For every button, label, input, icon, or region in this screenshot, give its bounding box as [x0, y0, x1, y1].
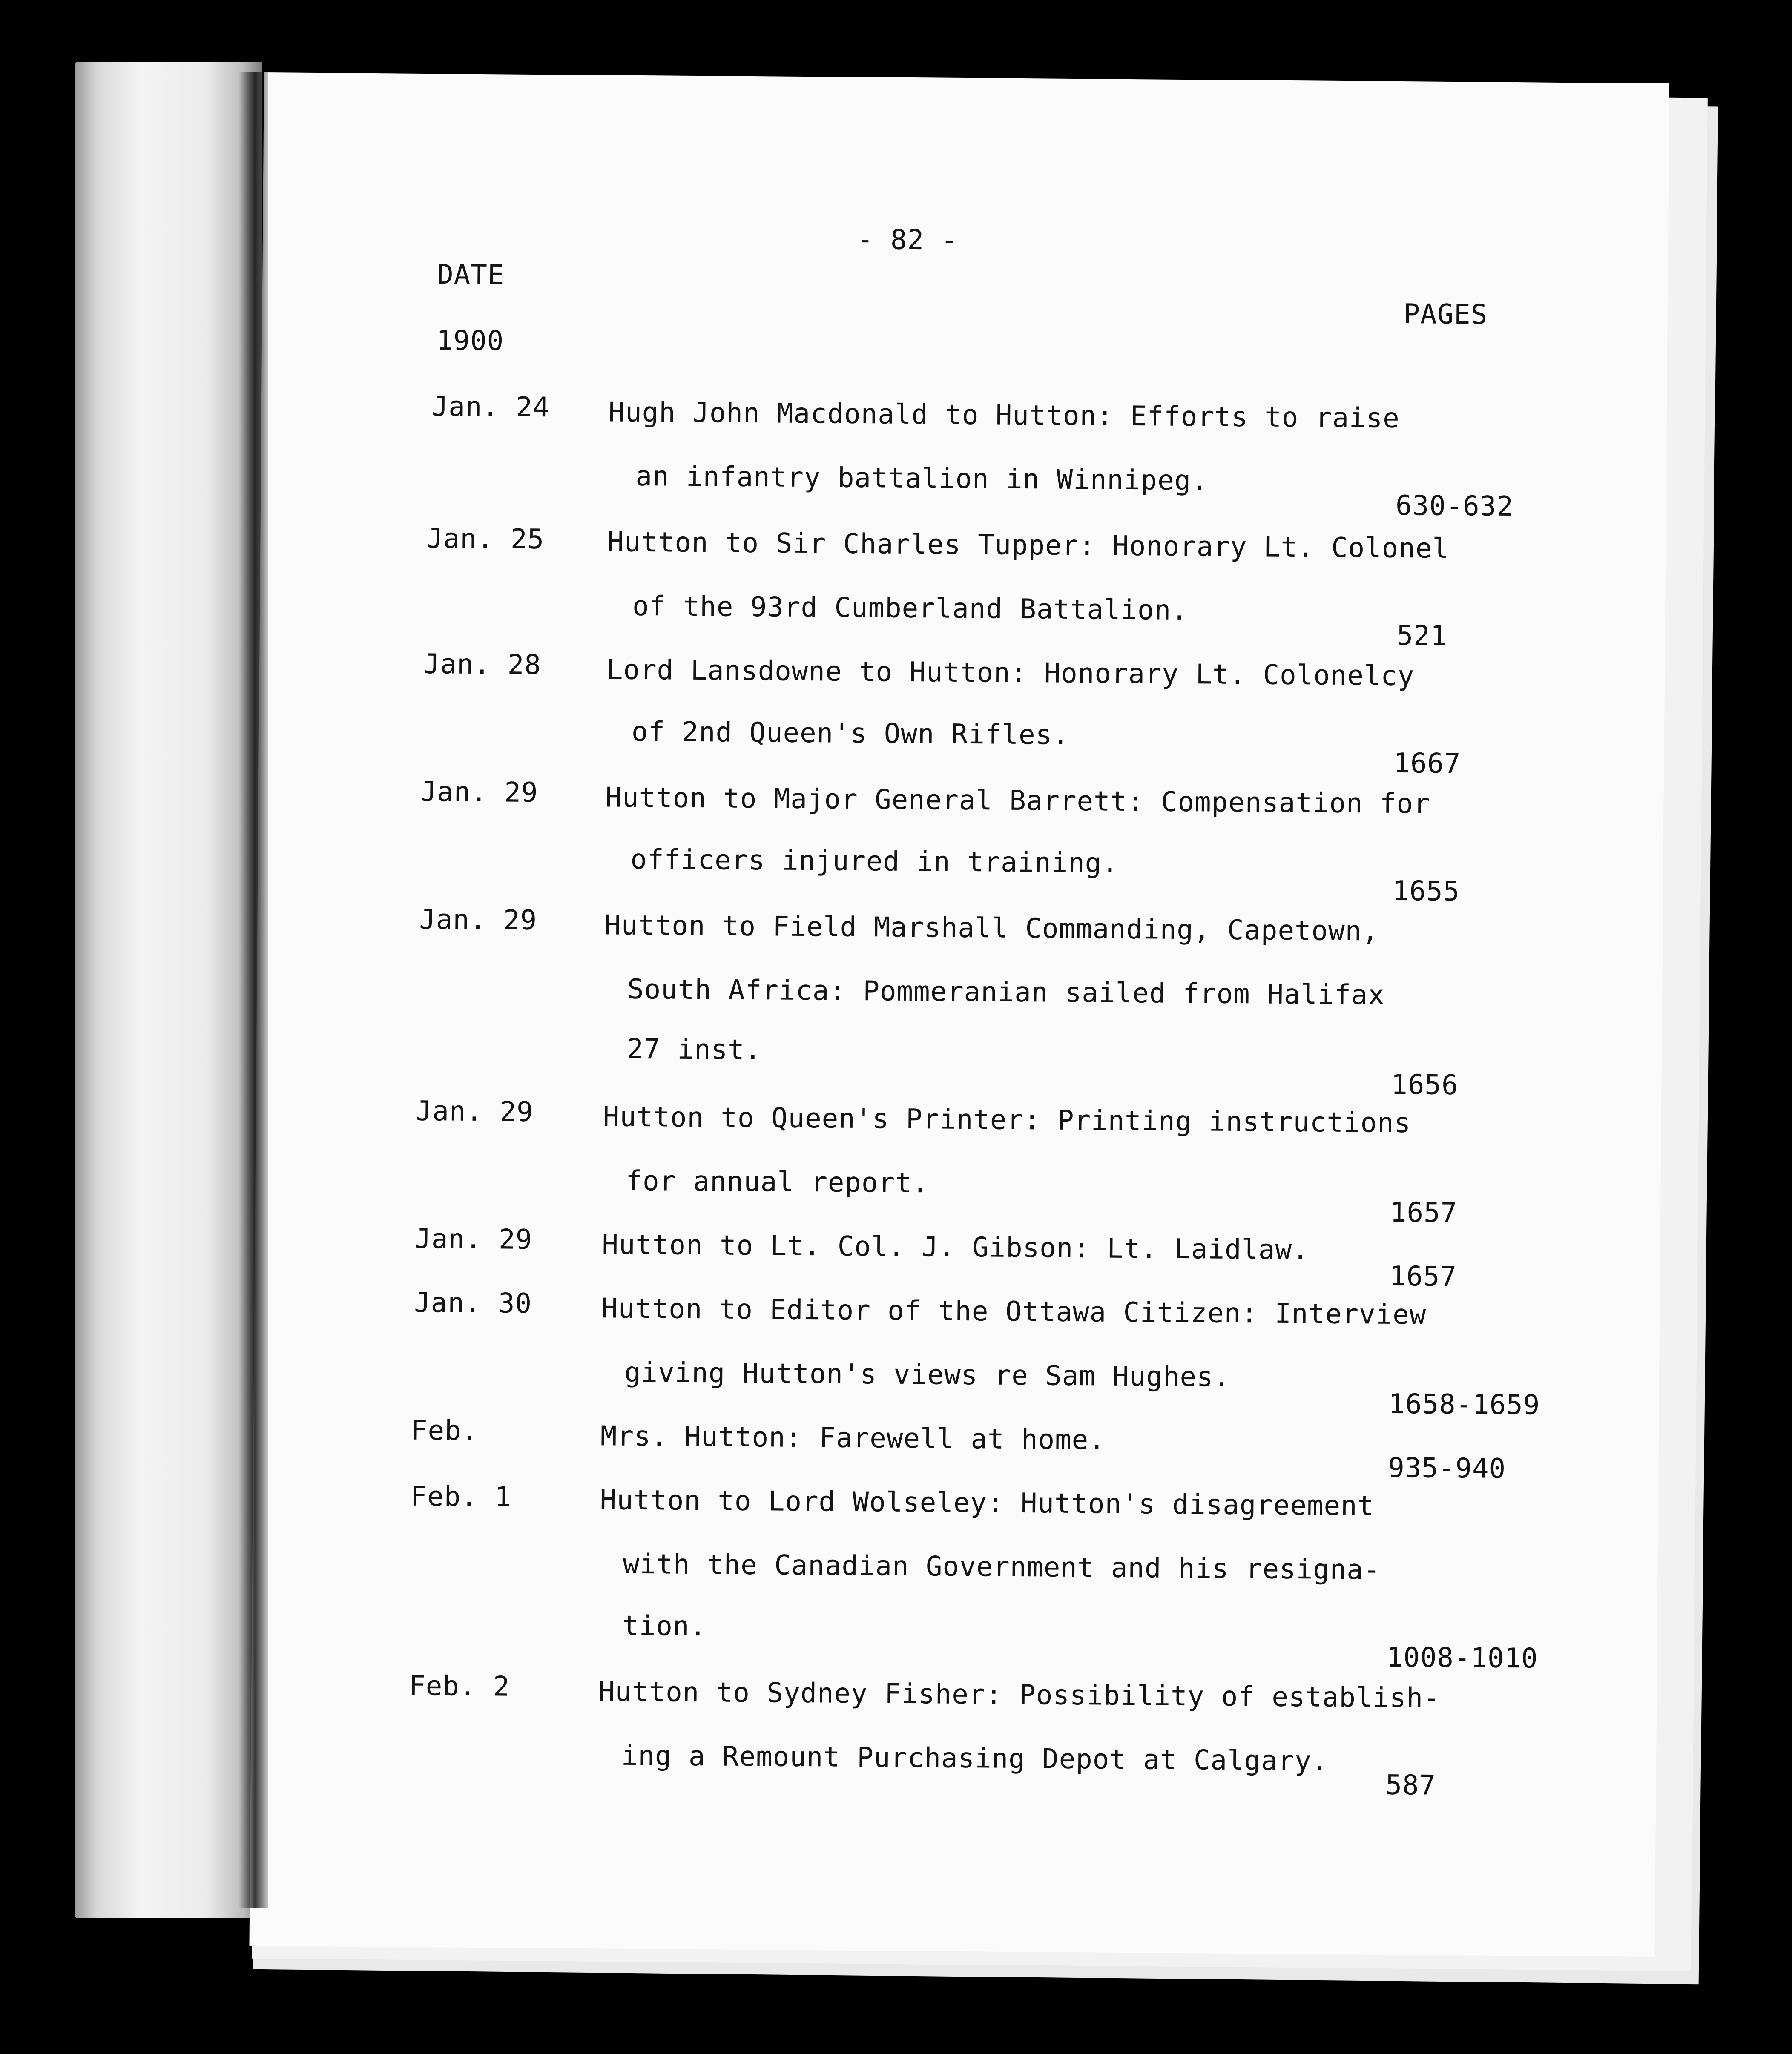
entry-description-line: officers injured in training.: [630, 843, 1119, 879]
entry-description-line: giving Hutton's views re Sam Hughes.: [624, 1357, 1231, 1393]
entry-description-line: Hugh John Macdonald to Hutton: Efforts to raise: [608, 396, 1400, 434]
entry-pages: 1008-1010: [1386, 1641, 1538, 1675]
year-label: 1900: [436, 325, 504, 357]
entry-description-line: with the Canadian Government and his resigna-: [623, 1548, 1381, 1586]
entry-description-line: Hutton to Lt. Col. J. Gibson: Lt. Laidlaw.: [602, 1229, 1309, 1266]
entry-description-line: of the 93rd Cumberland Battalion.: [632, 590, 1188, 627]
entry-pages: 1655: [1392, 875, 1460, 908]
entry-date: Jan. 29: [420, 776, 538, 809]
entry-date: Jan. 24: [431, 391, 550, 424]
entry-pages: 1657: [1389, 1260, 1457, 1293]
entry-date: Jan. 29: [414, 1223, 533, 1256]
entry-description-line: South Africa: Pommeranian sailed from Halifax: [627, 973, 1385, 1011]
entry-date: Jan. 28: [423, 648, 542, 681]
entry-date: Jan. 29: [415, 1095, 534, 1128]
page-number: - 82 -: [856, 224, 958, 256]
entry-pages: 587: [1385, 1769, 1436, 1802]
date-column-header: DATE: [437, 259, 505, 291]
entry-description-line: Mrs. Hutton: Farewell at home.: [600, 1420, 1106, 1456]
entry-description-line: Hutton to Editor of the Ottawa Citizen: Interview: [601, 1293, 1427, 1331]
binding-shadow: [238, 72, 268, 1908]
document-page: [249, 72, 1669, 1957]
entry-date: Jan. 29: [419, 904, 537, 937]
pages-column-header: PAGES: [1403, 298, 1488, 331]
entry-description-line: Hutton to Sir Charles Tupper: Honorary Lt. Colonel: [607, 526, 1450, 565]
entry-description-line: tion.: [622, 1610, 707, 1643]
entry-pages: 630-632: [1395, 490, 1514, 523]
entry-pages: 1656: [1391, 1069, 1459, 1102]
entry-pages: 521: [1396, 620, 1447, 652]
entry-description-line: ing a Remount Purchasing Depot at Calgary.: [621, 1740, 1329, 1777]
entry-pages: 1658-1659: [1388, 1388, 1540, 1421]
entry-date: Feb.: [411, 1414, 479, 1447]
entry-date: Jan. 30: [414, 1287, 532, 1320]
entry-pages: 1657: [1390, 1196, 1458, 1229]
entry-description-line: for annual report.: [626, 1165, 929, 1199]
entry-date: Jan. 25: [426, 523, 545, 556]
entry-description-line: Hutton to Queen's Printer: Printing instructions: [603, 1101, 1411, 1139]
entry-description-line: of 2nd Queen's Own Rifles.: [631, 716, 1069, 751]
entry-pages: 1667: [1393, 747, 1461, 780]
entry-description-line: Hutton to Sydney Fisher: Possibility of establish-: [598, 1676, 1440, 1714]
entry-description-line: Lord Lansdowne to Hutton: Honorary Lt. Colonelcy: [606, 654, 1415, 692]
entry-date: Feb. 2: [408, 1670, 510, 1703]
entry-description-line: an infantry battalion in Winnipeg.: [635, 460, 1208, 497]
entry-date: Feb. 1: [410, 1480, 512, 1513]
left-page-edge: [75, 62, 262, 1918]
entry-pages: 935-940: [1388, 1452, 1506, 1485]
entry-description-line: Hutton to Major General Barrett: Compensation for: [605, 782, 1430, 820]
entry-description-line: Hutton to Field Marshall Commanding, Capetown,: [604, 909, 1379, 947]
entry-description-line: Hutton to Lord Wolseley: Hutton's disagreement: [600, 1484, 1375, 1522]
entry-description-line: 27 inst.: [626, 1033, 762, 1066]
